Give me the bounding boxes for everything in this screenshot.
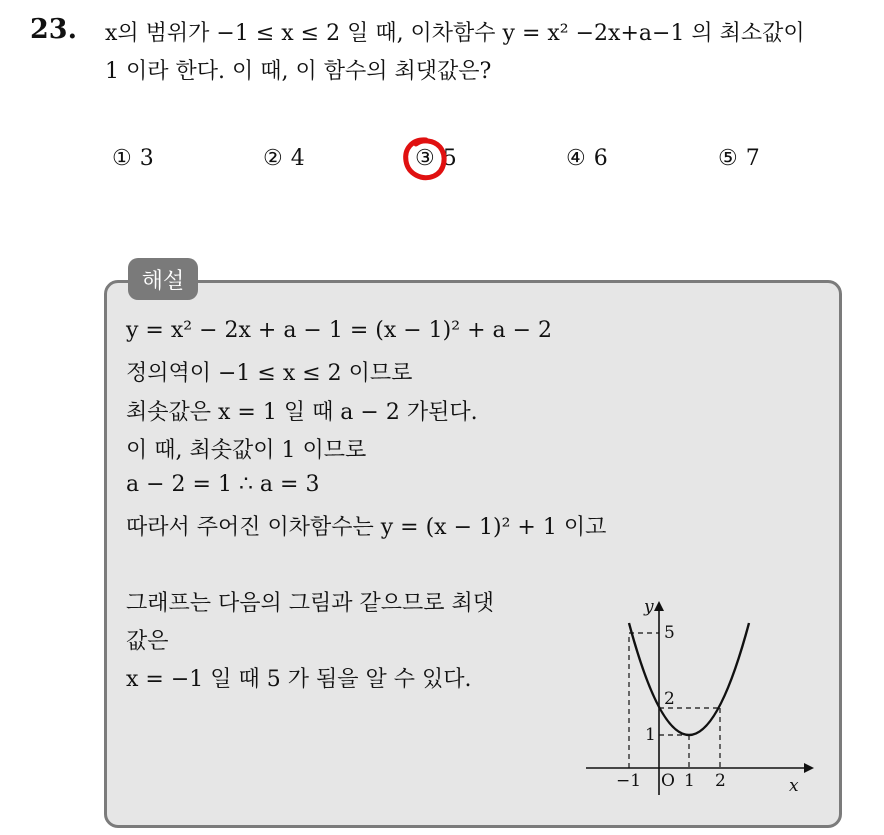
choice-value: 5	[442, 146, 457, 171]
x-tick-2: 2	[715, 771, 726, 791]
origin-label: O	[661, 771, 675, 791]
y-axis-arrow-icon	[654, 601, 664, 611]
solution-line-3: 최솟값은 x = 1 일 때 a − 2 가된다.	[126, 400, 478, 425]
choice-value: 4	[290, 146, 305, 171]
solution-line-9: x = −1 일 때 5 가 됨을 알 수 있다.	[126, 667, 472, 692]
solution-line-8: 값은	[126, 629, 169, 654]
choice-value: 6	[593, 146, 608, 171]
answer-circle-icon	[400, 134, 450, 186]
choice-4[interactable]	[566, 146, 608, 171]
choice-5[interactable]	[718, 146, 760, 171]
y-tick-1: 1	[645, 725, 656, 745]
solution-line-5: a − 2 = 1 ∴ a = 3	[126, 472, 320, 497]
solution-line-7: 그래프는 다음의 그림과 같으므로 최댓	[126, 591, 495, 616]
solution-tag: 해설	[128, 258, 198, 300]
choice-mark: ②	[263, 146, 283, 171]
solution-line-1: y = x² − 2x + a − 1 = (x − 1)² + a − 2	[126, 318, 553, 343]
solution-line-6: 따라서 주어진 이차함수는 y = (x − 1)² + 1 이고	[126, 515, 607, 540]
solution-line-4: 이 때, 최솟값이 1 이므로	[126, 438, 367, 463]
choice-mark: ④	[566, 146, 586, 171]
parabola-graph	[582, 595, 822, 800]
y-axis-label: y	[644, 597, 654, 617]
choice-mark: ①	[112, 146, 132, 171]
choice-mark: ⑤	[718, 146, 738, 171]
x-tick-minus-1: −1	[616, 771, 642, 791]
choice-value: 7	[745, 146, 760, 171]
choice-2[interactable]	[263, 146, 305, 171]
question-text-line-2: 1 이라 한다. 이 때, 이 함수의 최댓값은?	[105, 59, 492, 84]
choice-value: 3	[139, 146, 154, 171]
parabola-curve	[629, 623, 749, 735]
x-tick-1: 1	[684, 771, 695, 791]
choice-mark: ③	[415, 146, 435, 171]
choice-1[interactable]	[112, 146, 154, 171]
solution-line-2: 정의역이 −1 ≤ x ≤ 2 이므로	[126, 361, 413, 386]
y-tick-5: 5	[664, 623, 675, 643]
y-tick-2: 2	[664, 689, 675, 709]
x-axis-label: x	[789, 776, 799, 796]
question-number: 23.	[30, 14, 77, 45]
x-axis-arrow-icon	[804, 763, 814, 773]
question-text-line-1: x의 범위가 −1 ≤ x ≤ 2 일 때, 이차함수 y = x² −2x+a−1 의 최소값이	[105, 21, 805, 46]
